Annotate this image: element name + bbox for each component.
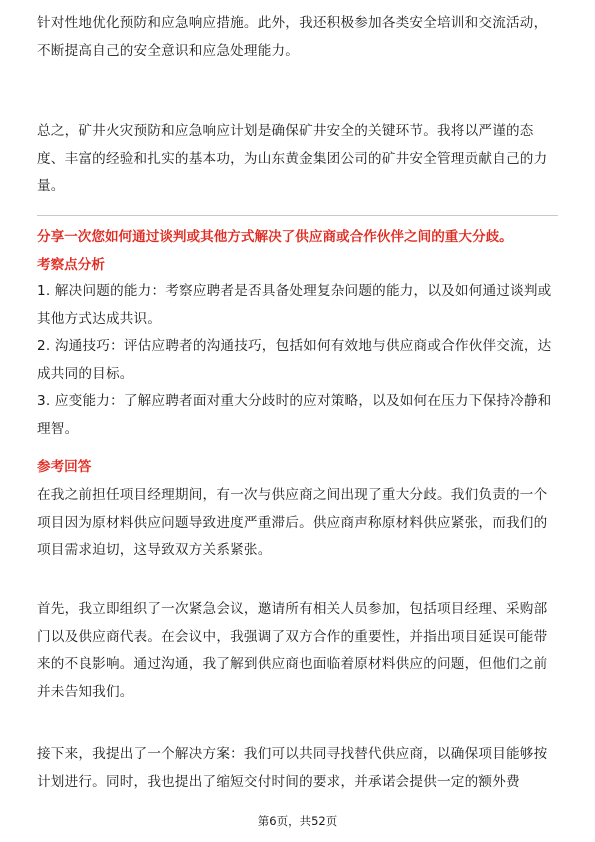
analysis-item: 1. 解决问题的能力：考察应聘者是否具备处理复杂问题的能力，以及如何通过谈判或其他方式达成共识。 <box>37 283 552 327</box>
question-section <box>37 224 558 279</box>
analysis-heading: 考察点分析 <box>37 256 105 273</box>
answer-block <box>37 741 558 796</box>
section-divider <box>37 215 558 216</box>
answer-block <box>37 482 558 565</box>
answer-heading-wrap <box>37 454 558 482</box>
answer-paragraph: 首先，我立即组织了一次紧急会议，邀请所有相关人员参加，包括项目经理、采购部门以及供应商代表。在会议中，我强调了双方合作的重要性，并指出项目延误可能带来的不良影响。通过沟通，我了解到供应商也面临着原材料供应的问题，但他们之前并未告知我们。 <box>37 601 548 700</box>
page-number: 第6页，共52页 <box>257 814 338 828</box>
analysis-list <box>37 278 558 443</box>
intro-section-2 <box>37 118 558 201</box>
intro-paragraph: 针对性地优化预防和应急响应措施。此外，我还积极参加各类安全培训和交流活动，不断提高自己的安全意识和应急处理能力。 <box>37 15 548 59</box>
intro-section <box>37 10 558 65</box>
answer-heading: 参考回答 <box>37 459 92 475</box>
question-title: 分享一次您如何通过谈判或其他方式解决了供应商或合作伙伴之间的重大分歧。 <box>37 229 513 245</box>
answer-block <box>37 596 558 706</box>
intro-paragraph: 总之，矿井火灾预防和应急响应计划是确保矿井安全的关键环节。我将以严谨的态度、丰富的经验和扎实的基本功，为山东黄金集团公司的矿井安全管理贡献自己的力量。 <box>37 123 548 194</box>
answer-paragraph: 在我之前担任项目经理期间，有一次与供应商之间出现了重大分歧。我们负责的一个项目因为原材料供应问题导致进度严重滞后。供应商声称原材料供应紧张，而我们的项目需求迫切，这导致双方关系紧张。 <box>37 487 548 558</box>
answer-paragraph: 接下来，我提出了一个解决方案：我们可以共同寻找替代供应商，以确保项目能够按计划进行。同时，我也提出了缩短交付时间的要求，并承诺会提供一定的额外费 <box>37 746 548 790</box>
analysis-item: 3. 应变能力：了解应聘者面对重大分歧时的应对策略，以及如何在压力下保持冷静和理智。 <box>37 393 552 437</box>
analysis-item: 2. 沟通技巧：评估应聘者的沟通技巧，包括如何有效地与供应商或合作伙伴交流，达成共同的目标。 <box>37 338 552 382</box>
